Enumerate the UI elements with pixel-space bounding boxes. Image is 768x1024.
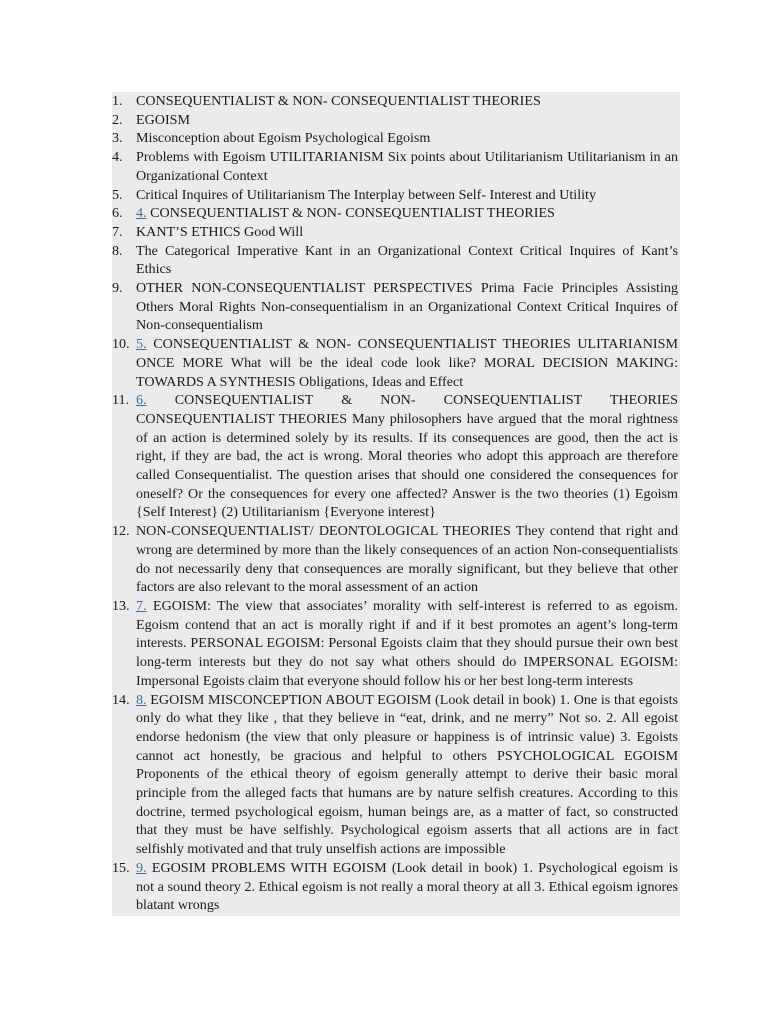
list-item — [112, 859, 679, 915]
slide-link[interactable]: 6. — [136, 392, 147, 409]
document-page — [112, 92, 680, 916]
slide-link[interactable]: 9. — [136, 859, 147, 876]
item-text: EGOISM — [136, 111, 191, 128]
item-text: CONSEQUENTIALIST & NON- CONSEQUENTIALIST THEORIES ULITARIANISM ONCE MORE What will be the ideal code look like? MORAL DECISION MAKING: TOWARDS A SYNTHESIS Obligations, Ideas and Effect — [136, 336, 678, 390]
item-text: KANT’S ETHICS Good Will — [136, 223, 304, 240]
item-number: 5. — [112, 186, 123, 203]
slide-link[interactable]: 4. — [136, 205, 147, 222]
item-text: EGOSIM PROBLEMS WITH EGOISM (Look detail in book) 1. Psychological egoism is not a sound theory 2. Ethical egoism is not really a moral theory at all 3. Ethical egoism ignores blatant wrongs — [136, 859, 679, 914]
item-number: 13. — [112, 597, 130, 614]
item-number: 15. — [112, 859, 130, 876]
list-item — [112, 204, 678, 223]
slide-link[interactable]: 8. — [136, 691, 147, 708]
item-number: 3. — [112, 130, 123, 147]
item-text: OTHER NON-CONSEQUENTIALIST PERSPECTIVES Prima Facie Principles Assisting Others Moral Rights Non-consequentialism in an Organizational Context Critical Inquires of Non-consequentialism — [136, 280, 678, 334]
item-number: 14. — [112, 691, 130, 708]
item-text: Misconception about Egoism Psychological Egoism — [136, 130, 431, 147]
item-text: CONSEQUENTIALIST & NON- CONSEQUENTIALIST THEORIES CONSEQUENTIALIST THEORIES Many philosophers have argued that the moral rightness of an action is determined solely by its results. If its consequences are good, then the act is right, if they are bad, the act is wrong. Moral theories who adopt this approach are therefore called Consequentialist. The question arises that should one considered the consequences for oneself? Or the consequences for every one affected? Answer is the two theories (1) Egoism {Self Interest} (2) Utilitarianism {Everyone interest} — [136, 392, 678, 521]
item-number: 12. — [112, 523, 130, 540]
list-item — [112, 148, 678, 185]
list-item — [112, 242, 678, 279]
item-text: Critical Inquires of Utilitarianism The Interplay between Self- Interest and Utility — [136, 186, 597, 203]
item-text: CONSEQUENTIALIST & NON- CONSEQUENTIALIST THEORIES — [150, 205, 555, 222]
item-text: EGOISM: The view that associates’ morality with self-interest is referred to as egoism. Egoism contend that an act is morally right if and if it best promotes an agent’s long-term interests. PERSONAL EGOISM: Personal Egoists claim that they should pursue their own best long-term interests but they do not say what others should do IMPERSONAL EGOISM: Impersonal Egoists claim that everyone should follow his or her best long-term interests — [136, 597, 678, 689]
list-item — [112, 597, 678, 691]
item-number: 2. — [112, 111, 123, 128]
item-number: 11. — [112, 392, 130, 409]
item-text: CONSEQUENTIALIST & NON- CONSEQUENTIALIST THEORIES — [136, 93, 541, 109]
item-number: 10. — [112, 336, 130, 353]
list-item — [112, 223, 678, 242]
item-number: 1. — [112, 93, 123, 109]
slide-link[interactable]: 5. — [136, 336, 147, 353]
list-item — [112, 111, 678, 130]
list-item — [112, 129, 678, 148]
item-text: EGOISM MISCONCEPTION ABOUT EGOISM (Look detail in book) 1. One is that egoists only do what they like , that they believe in “eat, drink, and ne merry” Not so. 2. All egoist endorse hedonism (the view that only pleasure or happiness is of intrinsic value) 3. Egoists cannot act honestly, be gracious and helpful to others PSYCHOLOGICAL EGOISM Proponents of the ethical theory of egoism generally attempt to derive their basic moral principle from the alleged facts that humans are by nature selfish creatures. According to this doctrine, termed psychological egoism, human beings are, as a matter of fact, so constructed that they must be have selfishly. Psychological egoism asserts that all actions are in fact selfishly motivated and that truly unselfish actions are impossible — [136, 691, 678, 858]
list-item — [112, 279, 678, 335]
item-number: 7. — [112, 223, 123, 240]
item-number: 4. — [112, 149, 123, 166]
item-text: NON-CONSEQUENTIALIST/ DEONTOLOGICAL THEORIES They contend that right and wrong are determined by more than the likely consequences of an action Non-consequentialists do not necessarily deny that consequences are morally significant, but they believe that other factors are also relevant to the moral assessment of an action — [136, 523, 678, 596]
outline-list — [112, 92, 680, 915]
item-number: 6. — [112, 205, 123, 222]
list-item — [112, 391, 678, 522]
list-item — [112, 92, 678, 111]
list-item — [112, 335, 678, 391]
list-item — [112, 522, 678, 597]
item-number: 8. — [112, 242, 123, 259]
list-item — [112, 691, 678, 859]
slide-link[interactable]: 7. — [136, 597, 147, 614]
list-item — [112, 186, 678, 205]
item-text: The Categorical Imperative Kant in an Organizational Context Critical Inquires of Kant’s Ethics — [136, 242, 678, 278]
item-text: Problems with Egoism UTILITARIANISM Six points about Utilitarianism Utilitarianism in an Organizational Context — [136, 149, 678, 184]
item-number: 9. — [112, 280, 123, 297]
